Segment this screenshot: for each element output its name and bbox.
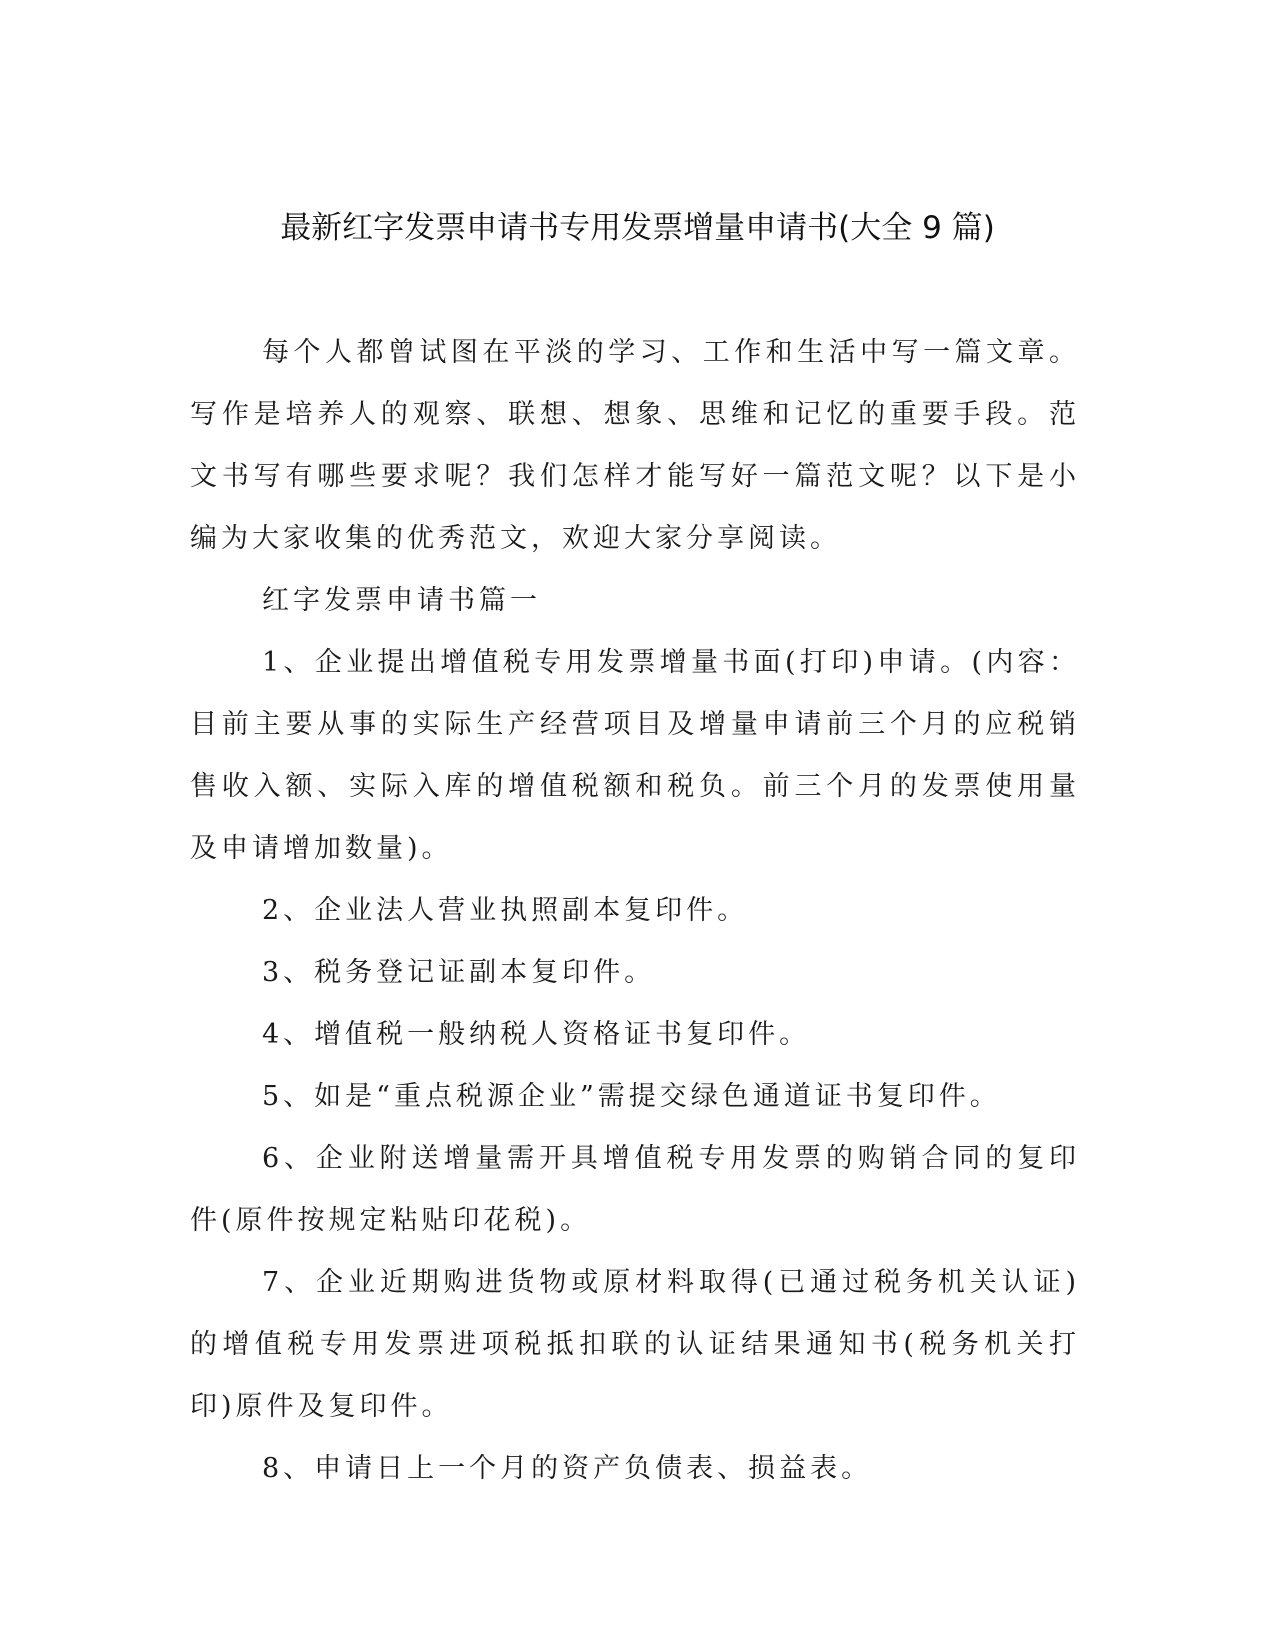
list-item-4: 4、增值税一般纳税人资格证书复印件。 [262,1019,811,1050]
list-item-5: 5、如是“重点税源企业”需提交绿色通道证书复印件。 [262,1081,1001,1112]
list-item-1: 1、企业提出增值税专用发票增量书面(打印)申请。(内容：目前主要从事的实际生产经营项目及增量申请前三个月的应税销售收入额、实际入库的增值税额和税负。前三个月的发票使用量及申请增加数量)。 [190,647,1080,864]
list-item-6: 6、企业附送增量需开具增值税专用发票的购销合同的复印件(原件按规定粘贴印花税)。 [190,1143,1080,1236]
list-item-3: 3、税务登记证副本复印件。 [262,957,656,988]
document-body [190,322,1080,1500]
document-title: 最新红字发票申请书专用发票增量申请书(大全 9 篇) [280,210,995,246]
list-item-7: 7、企业近期购进货物或原材料取得(已通过税务机关认证)的增值税专用发票进项税抵扣联的认证结果通知书(税务机关打印)原件及复印件。 [190,1267,1080,1422]
section-heading: 红字发票申请书篇一 [262,585,541,616]
list-item-8: 8、申请日上一个月的资产负债表、损益表。 [262,1453,873,1484]
intro-paragraph: 每个人都曾试图在平淡的学习、工作和生活中写一篇文章。写作是培养人的观察、联想、想象、思维和记忆的重要手段。范文书写有哪些要求呢？我们怎样才能写好一篇范文呢？以下是小编为大家收集的优秀范文，欢迎大家分享阅读。 [190,337,1080,554]
list-item-2: 2、企业法人营业执照副本复印件。 [262,895,749,926]
